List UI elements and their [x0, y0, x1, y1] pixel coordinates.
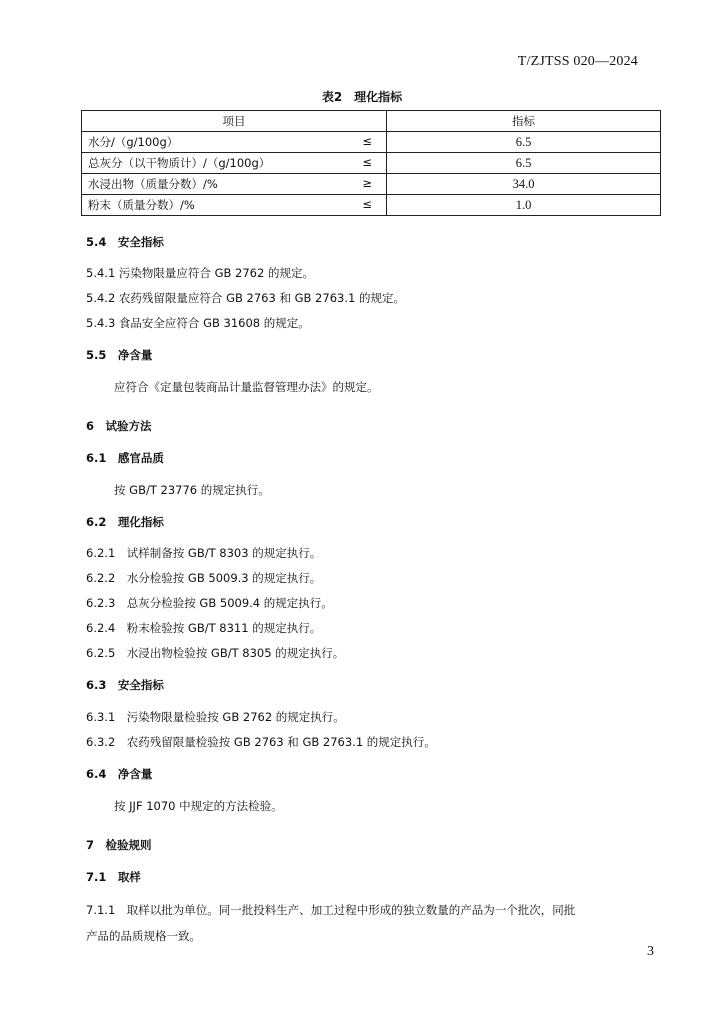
- heading-6-4: 6.4 净含量: [86, 767, 153, 781]
- table-row: [82, 195, 661, 216]
- clause-7-1-1: 7.1.1 取样以批为单位。同一批投料生产、加工过程中形成的独立数量的产品为一个批次，同批: [86, 903, 576, 917]
- clause-6-2-2: 6.2.2 水分检验按 GB 5009.3 的规定执行。: [86, 571, 322, 585]
- clause-6-2-4: 6.2.4 粉末检验按 GB/T 8311 的规定执行。: [86, 621, 322, 635]
- table-row: [82, 174, 661, 195]
- table-row: [82, 132, 661, 153]
- heading-5-5: 5.5 净含量: [86, 348, 153, 362]
- clause-6-3-1: 6.3.1 污染物限量检验按 GB 2762 的规定执行。: [86, 710, 345, 724]
- heading-5-4: 5.4 安全指标: [86, 235, 164, 249]
- heading-6: 6 试验方法: [86, 419, 152, 433]
- clause-5-4-2: 5.4.2 农药残留限量应符合 GB 2763 和 GB 2763.1 的规定。: [86, 291, 405, 305]
- physicochemical-table: [81, 110, 661, 216]
- table-cell-item: [82, 132, 387, 153]
- clause-5-4-3: 5.4.3 食品安全应符合 GB 31608 的规定。: [86, 316, 310, 330]
- comparison-symbol: ≤: [362, 134, 372, 148]
- clause-5-5-text: 应符合《定量包装商品计量监督管理办法》的规定。: [114, 380, 379, 394]
- heading-7-1: 7.1 取样: [86, 870, 141, 884]
- item-label: 粉末（质量分数）/%: [88, 198, 195, 212]
- page-number: 3: [647, 944, 654, 959]
- clause-6-3-2: 6.3.2 农药残留限量检验按 GB 2763 和 GB 2763.1 的规定执行。: [86, 735, 436, 749]
- table-title: 表2 理化指标: [321, 90, 403, 104]
- heading-6-2: 6.2 理化指标: [86, 515, 164, 529]
- comparison-symbol: ≥: [362, 176, 372, 190]
- comparison-symbol: ≤: [362, 197, 372, 211]
- table-cell-item: [82, 195, 387, 216]
- table-cell-value: 6.5: [387, 153, 661, 174]
- document-code: T/ZJTSS 020—2024: [517, 54, 638, 69]
- clause-7-1-1-continued: 产品的品质规格一致。: [86, 929, 201, 943]
- table-cell-item: [82, 174, 387, 195]
- clause-6-4-text: 按 JJF 1070 中规定的方法检验。: [114, 799, 283, 813]
- item-label: 水分/（g/100g）: [88, 135, 179, 149]
- clause-6-2-5: 6.2.5 水浸出物检验按 GB/T 8305 的规定执行。: [86, 646, 345, 660]
- clause-6-1-text: 按 GB/T 23776 的规定执行。: [114, 483, 270, 497]
- clause-6-2-3: 6.2.3 总灰分检验按 GB 5009.4 的规定执行。: [86, 596, 333, 610]
- item-label: 总灰分（以干物质计）/（g/100g）: [88, 156, 271, 170]
- clause-5-4-1: 5.4.1 污染物限量应符合 GB 2762 的规定。: [86, 266, 314, 280]
- table-cell-value: 34.0: [387, 174, 661, 195]
- table-row: [82, 153, 661, 174]
- table-cell-value: 1.0: [387, 195, 661, 216]
- heading-6-3: 6.3 安全指标: [86, 678, 164, 692]
- item-label: 水浸出物（质量分数）/%: [88, 177, 218, 191]
- table-header-row: [82, 111, 661, 132]
- column-header-value: 指标: [387, 111, 661, 132]
- heading-6-1: 6.1 感官品质: [86, 451, 164, 465]
- comparison-symbol: ≤: [362, 155, 372, 169]
- heading-7: 7 检验规则: [86, 838, 152, 852]
- column-header-item: 项目: [82, 111, 387, 132]
- table-cell-item: [82, 153, 387, 174]
- clause-6-2-1: 6.2.1 试样制备按 GB/T 8303 的规定执行。: [86, 546, 322, 560]
- table-cell-value: 6.5: [387, 132, 661, 153]
